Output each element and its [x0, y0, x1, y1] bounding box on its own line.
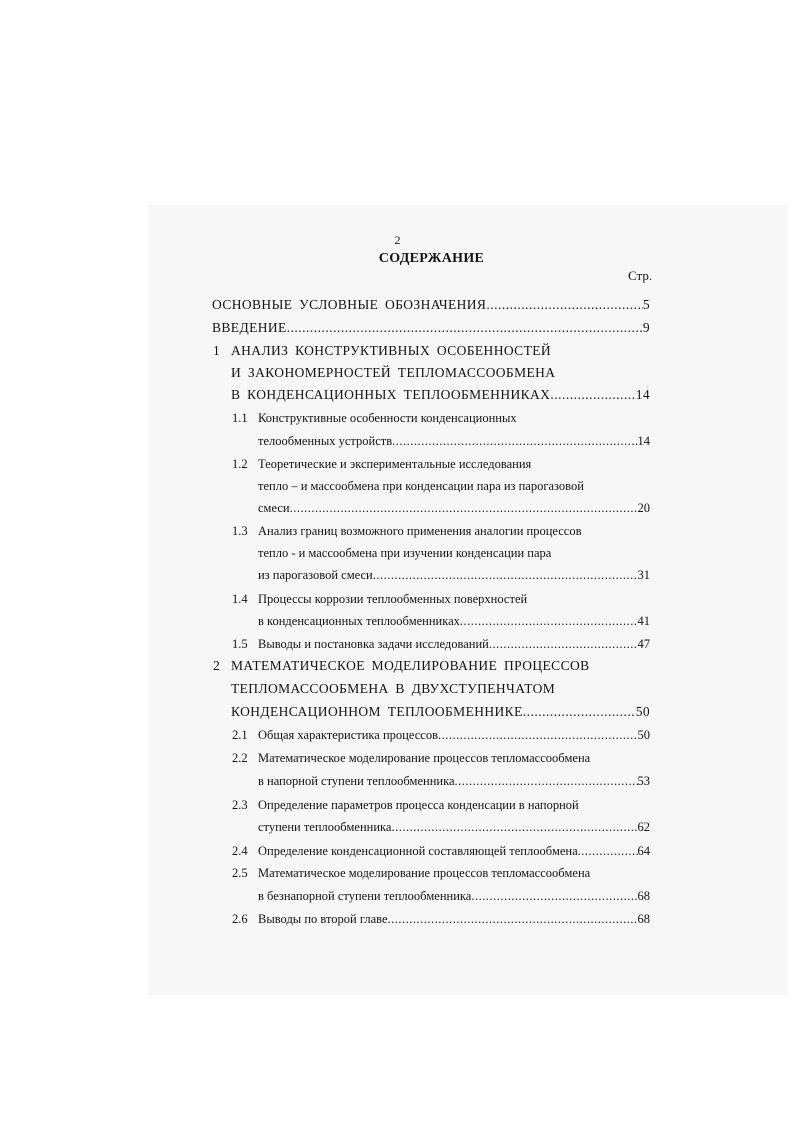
toc-section-number: 1.5: [232, 637, 248, 651]
leader-dots: [550, 386, 635, 404]
toc-entry-line[interactable]: Анализ границ возможного применения аналогии процессов: [258, 524, 582, 538]
toc-section-number: 1.4: [232, 592, 248, 606]
toc-entry-line[interactable]: Конструктивные особенности конденсационных: [258, 411, 517, 425]
toc-entry-page: 64: [637, 844, 650, 858]
leader-dots: [460, 612, 638, 630]
toc-entry-introduction[interactable]: [212, 319, 650, 337]
toc-entry-2-4[interactable]: [258, 842, 650, 860]
toc-section-number: 2.1: [232, 728, 248, 742]
toc-entry-title: Выводы и постановка задачи исследований: [258, 637, 489, 651]
toc-entry-page: 47: [637, 637, 650, 651]
toc-entry-1-2[interactable]: [258, 499, 650, 517]
toc-entry-2-1[interactable]: [258, 726, 650, 744]
toc-chapter-number: 2: [213, 658, 220, 673]
toc-entry-page: 20: [637, 501, 650, 515]
toc-entry-1-1[interactable]: [258, 432, 650, 450]
toc-entry-line[interactable]: МАТЕМАТИЧЕСКОЕ МОДЕЛИРОВАНИЕ ПРОЦЕССОВ: [231, 658, 590, 673]
toc-entry-1-3[interactable]: [258, 566, 650, 584]
toc-entry-page: 50: [635, 704, 650, 719]
toc-section-number: 2.2: [232, 751, 248, 765]
toc-entry-1-5[interactable]: [258, 635, 650, 653]
toc-entry-2-6[interactable]: [258, 910, 650, 928]
toc-entry-page: 50: [637, 728, 650, 742]
toc-entry-title: из парогазовой смеси: [258, 568, 373, 582]
page-column-label: Стр.: [628, 268, 653, 283]
toc-entry-title: ступени теплообменника: [258, 820, 392, 834]
toc-section-number: 2.6: [232, 912, 248, 926]
leader-dots: [471, 887, 637, 905]
toc-entry-page: 68: [637, 912, 650, 926]
toc-entry-page: 9: [642, 320, 650, 335]
toc-entry-page: 41: [637, 614, 650, 628]
toc-entry-title: в безнапорной ступени теплообменника: [258, 889, 472, 903]
toc-entry-page: 68: [637, 889, 650, 903]
toc-entry-page: 53: [637, 774, 650, 788]
toc-entry-page: 31: [637, 568, 650, 582]
toc-entry-chapter-2[interactable]: [231, 703, 650, 721]
toc-section-number: 2.5: [232, 866, 248, 880]
toc-entry-title: В КОНДЕНСАЦИОННЫХ ТЕПЛООБМЕННИКАХ: [231, 387, 551, 402]
toc-chapter-number: 1: [213, 343, 220, 358]
toc-entry-line[interactable]: ТЕПЛОМАССООБМЕНА В ДВУХСТУПЕНЧАТОМ: [231, 681, 556, 696]
page-number: 2: [394, 233, 401, 247]
toc-entry-title: Определение конденсационной составляющей теплообмена: [258, 844, 578, 858]
leader-dots: [391, 818, 637, 836]
toc-section-number: 2.3: [232, 798, 248, 812]
toc-entry-2-5[interactable]: [258, 887, 650, 905]
toc-section-number: 1.1: [232, 411, 248, 425]
toc-entry-line[interactable]: тепло – и массообмена при конденсации пара из парогазовой: [258, 479, 584, 493]
toc-entry-line[interactable]: АНАЛИЗ КОНСТРУКТИВНЫХ ОСОБЕННОСТЕЙ: [231, 343, 552, 358]
toc-entry-page: 62: [637, 820, 650, 834]
toc-entry-line[interactable]: Процессы коррозии теплообменных поверхностей: [258, 592, 528, 606]
toc-entry-2-3[interactable]: [258, 818, 650, 836]
leader-dots: [438, 726, 638, 744]
toc-entry-title: в напорной ступени теплообменника: [258, 774, 455, 788]
toc-entry-title: ВВЕДЕНИЕ: [212, 320, 287, 335]
leader-dots: [578, 842, 638, 860]
leader-dots: [287, 319, 643, 337]
toc-entry-title: Выводы по второй главе: [258, 912, 388, 926]
leader-dots: [290, 499, 638, 517]
toc-entry-line[interactable]: Математическое моделирование процессов тепломассообмена: [258, 751, 591, 765]
leader-dots: [523, 703, 636, 721]
toc-entry-title: в конденсационных теплообменниках: [258, 614, 460, 628]
leader-dots: [489, 635, 638, 653]
toc-entry-chapter-1[interactable]: [231, 386, 650, 404]
leader-dots: [392, 432, 637, 450]
toc-entry-notation[interactable]: [212, 296, 650, 314]
toc-section-number: 1.2: [232, 457, 248, 471]
toc-section-number: 2.4: [232, 844, 248, 858]
toc-entry-line[interactable]: Определение параметров процесса конденсации в напорной: [258, 798, 579, 812]
toc-entry-1-4[interactable]: [258, 612, 650, 630]
toc-entry-page: 14: [635, 387, 650, 402]
toc-section-number: 1.3: [232, 524, 248, 538]
toc-entry-title: Общая характеристика процессов: [258, 728, 438, 742]
page-title: СОДЕРЖАНИЕ: [378, 251, 485, 266]
toc-entry-line[interactable]: И ЗАКОНОМЕРНОСТЕЙ ТЕПЛОМАССООБМЕНА: [231, 365, 556, 380]
leader-dots: [373, 566, 638, 584]
toc-entry-title: КОНДЕНСАЦИОННОМ ТЕПЛООБМЕННИКЕ: [231, 704, 523, 719]
toc-entry-line[interactable]: Математическое моделирование процессов тепломассообмена: [258, 866, 591, 880]
toc-entry-page: 5: [642, 297, 650, 312]
toc-entry-title: ОСНОВНЫЕ УСЛОВНЫЕ ОБОЗНАЧЕНИЯ: [212, 297, 487, 312]
toc-entry-line[interactable]: Теоретические и экспериментальные исследования: [258, 457, 532, 471]
toc-entry-line[interactable]: тепло - и массообмена при изучении конденсации пара: [258, 546, 552, 560]
leader-dots: [455, 772, 638, 790]
toc-entry-page: 14: [637, 434, 650, 448]
toc-entry-title: телообменных устройств: [258, 434, 393, 448]
toc-entry-2-2[interactable]: [258, 772, 650, 790]
leader-dots: [388, 910, 638, 928]
leader-dots: [486, 296, 643, 314]
toc-entry-title: смеси: [258, 501, 290, 515]
